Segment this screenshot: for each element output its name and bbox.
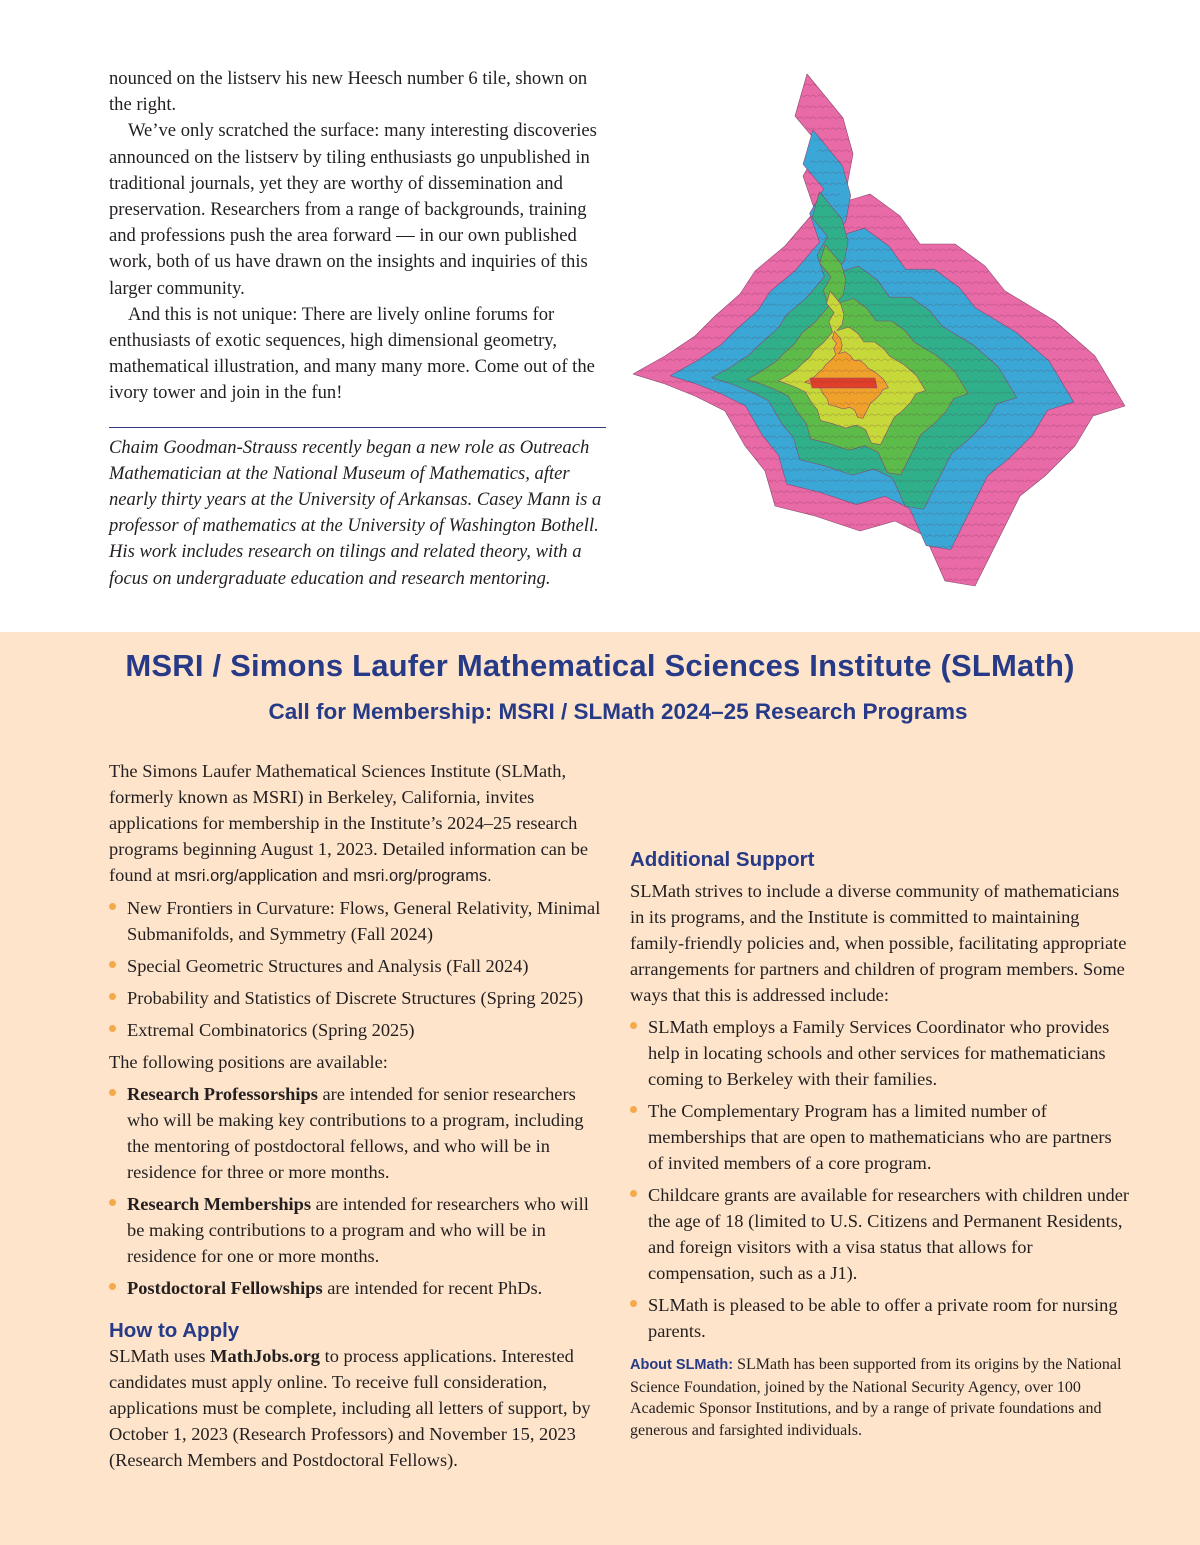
heesch-tile-illustration	[625, 66, 1135, 596]
bullet-icon	[630, 1190, 637, 1197]
programs-link[interactable]: msri.org/programs	[353, 867, 488, 885]
left-column	[109, 758, 606, 1473]
list-item: Probability and Statistics of Discrete Structures (Spring 2025)	[109, 985, 606, 1011]
list-item: SLMath employs a Family Services Coordinator who provides help in locating schools and other services for mathematicians coming to Berkeley with their families.	[630, 1014, 1130, 1092]
list-item: Research Memberships are intended for researchers who will be making contributions to a program and who will be in residence for one or more months.	[109, 1191, 606, 1269]
tile-center-red	[810, 378, 877, 388]
list-item: Postdoctoral Fellowships are intended for recent PhDs.	[109, 1275, 606, 1301]
panel-title: MSRI / Simons Laufer Mathematical Sciences Institute (SLMath)	[125, 648, 1075, 683]
about-slmath	[630, 1354, 1130, 1441]
bullet-icon	[109, 961, 116, 968]
list-item: Special Geometric Structures and Analysis (Fall 2024)	[109, 953, 606, 979]
article-paragraph: And this is not unique: There are lively online forums for enthusiasts of exotic sequences, high dimensional geometry, mathematical illustration, and many many more. Come out of the ivory tower and join in the fun!	[109, 303, 595, 404]
article-paragraph: We’ve only scratched the surface: many interesting discoveries announced on the listserv by tiling enthusiasts go unpublished in traditional journals, yet they are worthy of dissemination and preservation. Researchers from a range of backgrounds, training and professions push the area forward — in our own published work, both of us have drawn on the insights and inquiries of this larger community.	[109, 120, 597, 299]
list-item: Extremal Combinatorics (Spring 2025)	[109, 1017, 606, 1043]
bullet-icon	[109, 1025, 116, 1032]
bullet-icon	[630, 1300, 637, 1307]
bullet-icon	[109, 993, 116, 1000]
bullet-icon	[109, 1199, 116, 1206]
application-link[interactable]: msri.org/application	[174, 867, 318, 885]
apply-paragraph: SLMath uses MathJobs.org to process applications. Interested candidates must apply online. To receive full consideration, applications must be complete, including all letters of support, by October 1, 2023 (Research Professors) and November 15, 2023 (Research Members and Postdoctoral Fellows).	[109, 1346, 591, 1470]
how-to-apply-heading: How to Apply	[109, 1319, 240, 1342]
additional-support-heading: Additional Support	[630, 848, 815, 871]
right-column	[630, 758, 1130, 1441]
about-label: About SLMath:	[630, 1357, 734, 1373]
program-list	[109, 895, 606, 1043]
bullet-icon	[109, 903, 116, 910]
support-paragraph: SLMath strives to include a diverse community of mathematicians in its programs, and the Institute is committed to maintaining family-friendly policies and, when possible, facilitating appropriate arrangements for partners and children of program members. Some ways that this is addressed include:	[630, 881, 1127, 1005]
divider	[109, 427, 606, 428]
author-bio: Chaim Goodman-Strauss recently began a new role as Outreach Mathematician at the National Museum of Mathematics, after nearly thirty years at the University of Arkansas. Casey Mann is a professor of mathematics at the University of Washington Bothell. His work includes research on tilings and related theory, with a focus on undergraduate education and research mentoring.	[109, 436, 602, 589]
bullet-icon	[109, 1283, 116, 1290]
list-item: New Frontiers in Curvature: Flows, General Relativity, Minimal Submanifolds, and Symmetry (Fall 2024)	[109, 895, 606, 947]
heesch-tile-figure	[625, 66, 1135, 596]
bullet-icon	[109, 1089, 116, 1096]
positions-list	[109, 1081, 606, 1301]
bullet-icon	[630, 1106, 637, 1113]
list-item: Research Professorships are intended for senior researchers who will be making key contributions to a program, including the mentoring of postdoctoral fellows, and who will be in residence for three or more months.	[109, 1081, 606, 1185]
about-text: SLMath has been supported from its origins by the National Science Foundation, joined by the National Security Agency, over 100 Academic Sponsor Institutions, and by a range of private foundations and generous and farsighted individuals.	[630, 1356, 1122, 1439]
intro-paragraph: The Simons Laufer Mathematical Sciences Institute (SLMath, formerly known as MSRI) in Berkeley, California, invites applications for membership in the Institute’s 2024–25 research programs beginning August 1, 2023. Detailed information can be found at msri.org/application and msri.org/programs.	[109, 761, 589, 885]
article-paragraph: nounced on the listserv his new Heesch number 6 tile, shown on the right.	[109, 68, 588, 116]
mathjobs-link[interactable]: MathJobs.org	[210, 1346, 321, 1366]
positions-intro: The following positions are available:	[109, 1052, 388, 1072]
support-list	[630, 1014, 1130, 1344]
list-item: The Complementary Program has a limited number of memberships that are open to mathematicians who are partners of invited members of a core program.	[630, 1098, 1130, 1176]
slmath-announcement	[0, 632, 1200, 1545]
panel-subtitle: Call for Membership: MSRI / SLMath 2024–25 Research Programs	[268, 699, 968, 724]
bullet-icon	[630, 1022, 637, 1029]
list-item: SLMath is pleased to be able to offer a private room for nursing parents.	[630, 1292, 1130, 1344]
list-item: Childcare grants are available for researchers with children under the age of 18 (limited to U.S. Citizens and Permanent Residents, and foreign visitors with a visa status that allows for compensation, such as a J1).	[630, 1182, 1130, 1286]
article-continuation	[109, 66, 609, 592]
